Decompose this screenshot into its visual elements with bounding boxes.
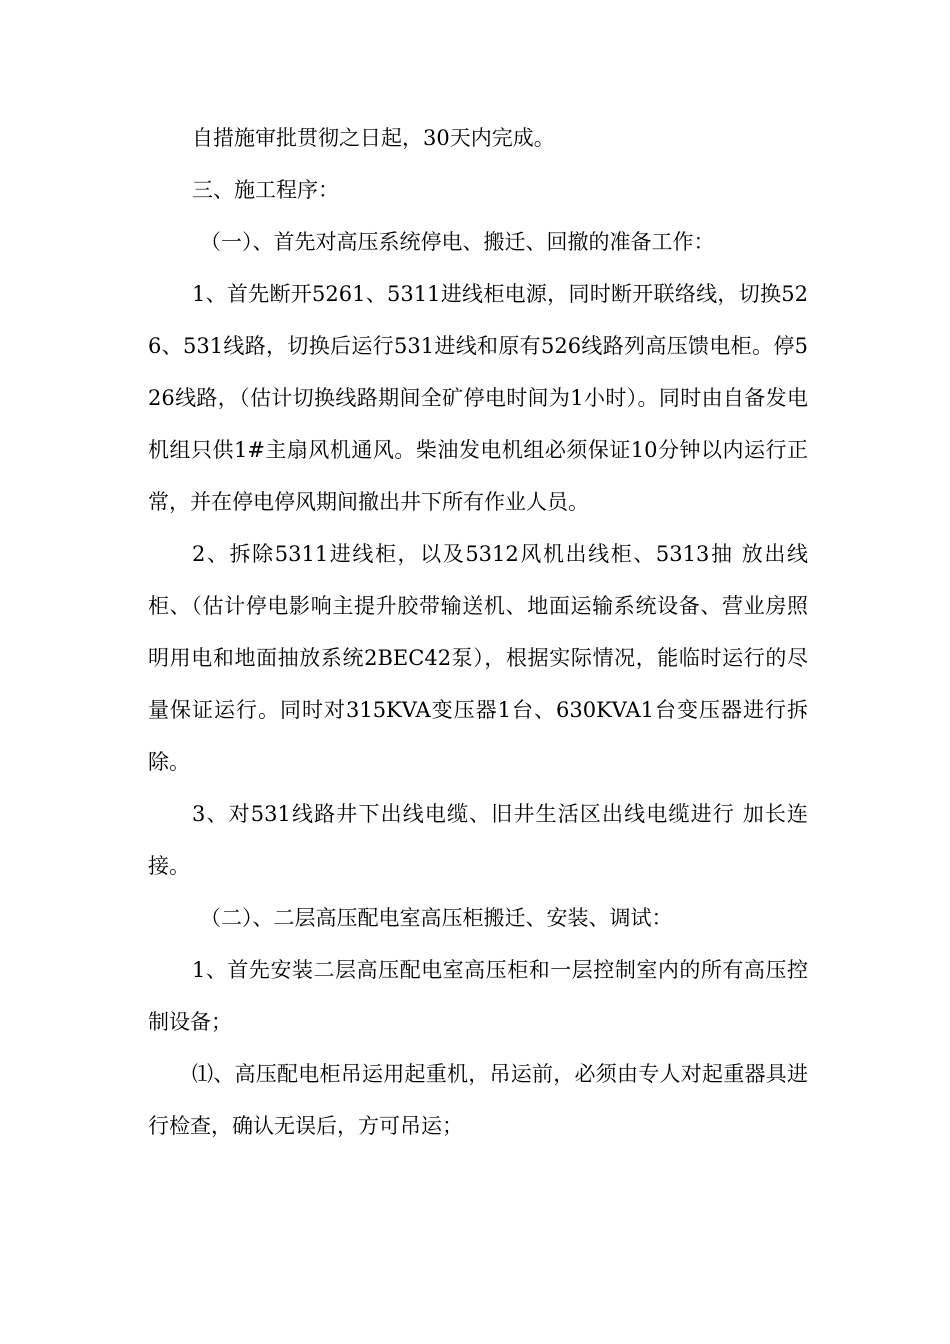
paragraph-step-3: 3、对531线路井下出线电缆、旧井生活区出线电缆进行 加长连接。 [148,802,808,878]
subsection-heading-preparation: （一）、首先对高压系统停电、搬迁、回撤的准备工作： [200,230,715,254]
subsection-heading-relocation: （二）、二层高压配电室高压柜搬迁、安装、调试： [200,906,673,930]
paragraph-step-2: 2、拆除5311进线柜，以及5312风机出线柜、5313抽 放出线柜、（估计停电影响主提升胶带输送机、地面运输系统设备、营业房照明用电和地面抽放系统2BEC42泵），根据实际情况，能临时运行的尽量保证运行。同时对315KVA变压器1台、630KVA1台变压器进行拆除。 [148,542,808,774]
paragraph-step-1: 1、首先断开5261、5311进线柜电源，同时断开联络线，切换526、531线路，切换后运行531进线和原有526线路列高压馈电柜。停526线路，（估计切换线路期间全矿停电时间为1小时）。同时由自备发电机组只供1#主扇风机通风。柴油发电机组必须保证10分钟以内运行正常，并在停电停风期间撤出井下所有作业人员。 [148,282,808,514]
paragraph-install-step-1: 1、首先安装二层高压配电室高压柜和一层控制室内的所有高压控制设备； [148,958,808,1034]
paragraph-install-substep-1: ⑴、高压配电柜吊运用起重机，吊运前，必须由专人对起重器具进行检查，确认无误后，方可吊运； [148,1062,808,1138]
paragraph-completion-time: 自措施审批贯彻之日起，30天内完成。 [192,126,555,150]
section-heading-construction-procedure: 三、施工程序： [192,178,339,202]
